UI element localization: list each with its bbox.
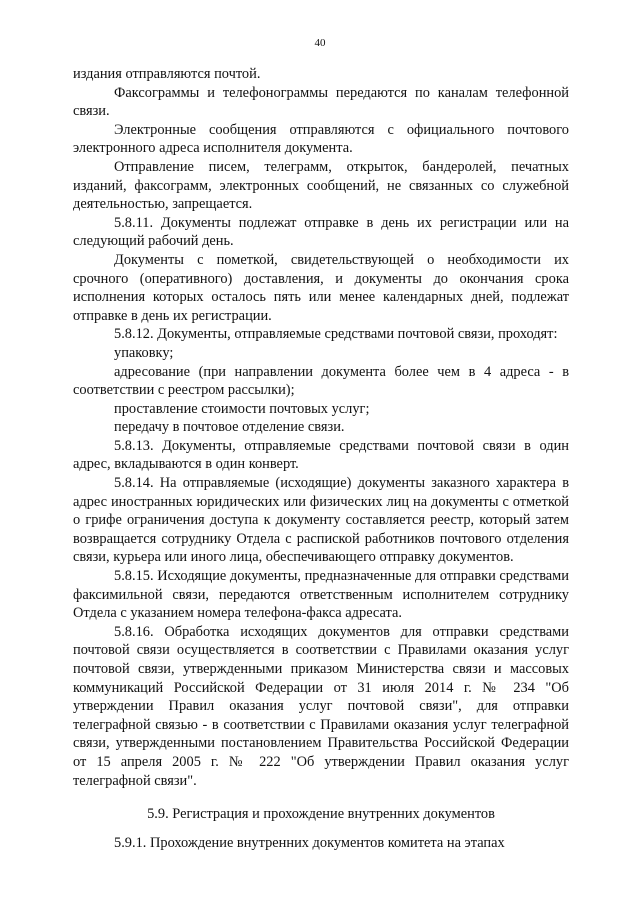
list-item: проставление стоимости почтовых услуг; bbox=[114, 400, 370, 417]
paragraph: 5.8.12. Документы, отправляемые средствами почтовой связи, проходят: bbox=[114, 326, 558, 343]
list-item: передачу в почтовое отделение связи. bbox=[114, 419, 345, 436]
paragraph: 5.8.15. Исходящие документы, предназначенные для отправки средствами факсимильной связи, передаются ответственным исполнителем сотруднику Отдела с указанием номера телефона-факса адресата. bbox=[73, 568, 569, 622]
page-number: 40 bbox=[314, 37, 326, 49]
paragraph: издания отправляются почтой. bbox=[73, 66, 261, 82]
paragraph: Документы с пометкой, свидетельствующей о необходимости их срочного (оперативного) доставления, и документы до окончания срока исполнения которых осталось пять или менее календарных дней, подлежат отправке в день их регистрации. bbox=[73, 251, 569, 324]
list-item: адресование (при направлении документа более чем в 4 адреса - в соответствии с реестром рассылки); bbox=[73, 363, 569, 399]
section-heading: 5.9. Регистрация и прохождение внутренних документов bbox=[147, 806, 495, 823]
document-body bbox=[73, 65, 569, 852]
paragraph: Отправление писем, телеграмм, открыток, бандеролей, печатных изданий, факсограмм, электронных сообщений, не связанных со служебной деятельностью, запрещается. bbox=[73, 158, 569, 213]
paragraph: Электронные сообщения отправляются с официального почтового электронного адреса исполнителя документа. bbox=[73, 121, 569, 157]
paragraph: 5.9.1. Прохождение внутренних документов комитета на этапах bbox=[114, 834, 505, 851]
paragraph: Факсограммы и телефонограммы передаются по каналам телефонной связи. bbox=[73, 84, 569, 120]
paragraph: 5.8.14. На отправляемые (исходящие) документы заказного характера в адрес иностранных юридических или физических лиц на документы с отметкой о грифе ограничения доступа к документу составляется реестр, который затем возвращается сотруднику Отдела с распиской работников почтового отделения связи, курьера или иного лица, обеспечивающего отправку документов. bbox=[73, 475, 569, 566]
paragraph: 5.8.13. Документы, отправляемые средствами почтовой связи в один адрес, вкладываются в один конверт. bbox=[73, 437, 569, 473]
paragraph: 5.8.16. Обработка исходящих документов для отправки средствами почтовой связи осуществляется в соответствии с Правилами оказания услуг почтовой связи, утвержденными приказом Министерства связи и массовых коммуникаций Российской Федерации от 31 июля 2014 г. № 234 "Об утверждении Правил оказания услуг почтовой связи", для отправки телеграфной связью - в соответствии с Правилами оказания услуг телеграфной связи, утвержденными постановлением Правительства Российской Федерации от 15 апреля 2005 г. № 222 "Об утверждении Правил оказания услуг телеграфной связи". bbox=[73, 623, 569, 789]
list-item: упаковку; bbox=[114, 344, 174, 361]
paragraph: 5.8.11. Документы подлежат отправке в день их регистрации или на следующий рабочий день. bbox=[73, 214, 569, 250]
